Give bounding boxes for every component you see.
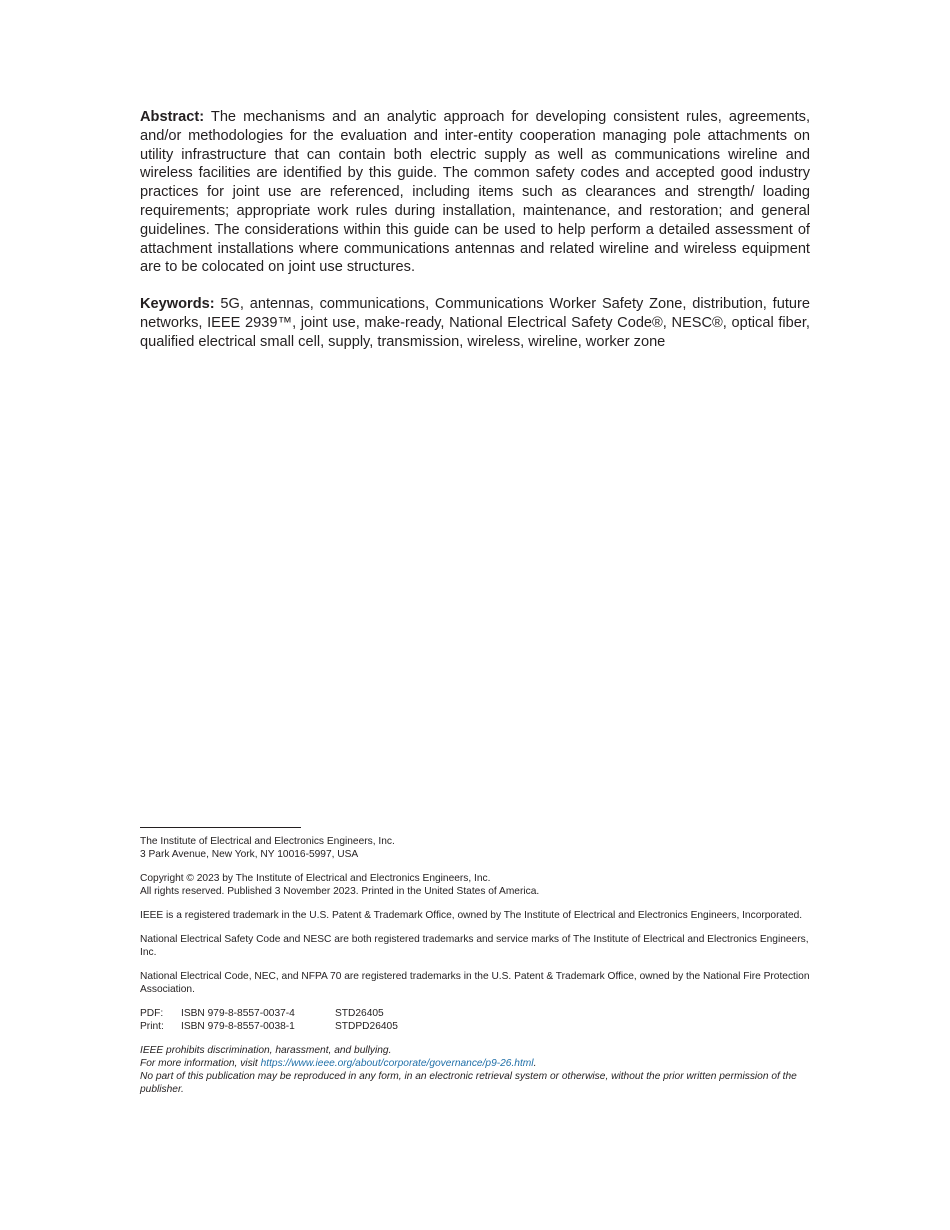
info-suffix: . (533, 1058, 537, 1069)
footnote-divider (140, 827, 301, 828)
isbn-number: ISBN 979-8-8557-0037-4 (181, 1008, 295, 1019)
trademark-nec: National Electrical Code, NEC, and NFPA 70 are registered trademarks in the U.S. Patent & Trademark Office, owned by the National Fire Protection Association. (140, 971, 810, 995)
main-text (140, 108, 810, 352)
isbn-format: PDF: (140, 1008, 164, 1019)
isbn-format: Print: (140, 1021, 164, 1032)
trademark-ieee: IEEE is a registered trademark in the U.S. Patent & Trademark Office, owned by The Institute of Electrical and Electronics Engineers, Incorporated. (140, 910, 803, 921)
isbn-std: STD26405 (335, 1008, 384, 1019)
abstract-label: Abstract: (140, 109, 205, 125)
copyright-line: Copyright © 2023 by The Institute of Electrical and Electronics Engineers, Inc. (140, 873, 491, 884)
keywords-text: 5G, antennas, communications, Communications Worker Safety Zone, distribution, future networks, IEEE 2939™, joint use, make-ready, National Electrical Safety Code®, NESC®, optical fiber, qualified electrical small cell, supply, transmission, wireless, wireline, worker zone (140, 296, 810, 350)
isbn-number: ISBN 979-8-8557-0038-1 (181, 1021, 295, 1032)
reproduction-notice: No part of this publication may be reproduced in any form, in an electronic retrieval system or otherwise, without the prior written permission of the publisher. (140, 1071, 797, 1095)
policy-line: IEEE prohibits discrimination, harassment, and bullying. (140, 1045, 392, 1056)
isbn-row-print (140, 1020, 815, 1033)
publication-notes (140, 835, 815, 1096)
governance-link[interactable]: https://www.ieee.org/about/corporate/governance/p9-26.html (260, 1058, 534, 1069)
rights-line: All rights reserved. Published 3 November 2023. Printed in the United States of America. (140, 886, 540, 897)
institute-address: 3 Park Avenue, New York, NY 10016-5997, USA (140, 849, 359, 860)
abstract-paragraph (140, 108, 810, 277)
info-line (140, 1057, 815, 1070)
isbn-row-pdf (140, 1007, 815, 1020)
institute-name: The Institute of Electrical and Electronics Engineers, Inc. (140, 836, 395, 847)
info-prefix: For more information, visit (140, 1058, 261, 1069)
keywords-label: Keywords: (140, 296, 215, 313)
isbn-std: STDPD26405 (335, 1021, 398, 1032)
trademark-nesc: National Electrical Safety Code and NESC are both registered trademarks and service marks of The Institute of Electrical and Electronics Engineers, Inc. (140, 934, 809, 958)
keywords-paragraph (140, 295, 810, 351)
abstract-text: The mechanisms and an analytic approach for developing consistent rules, agreements, and/or methodologies for the evaluation and inter-entity cooperation managing pole attachments on utility infrastructure that can contain both electric supply as well as communications wireline and wireless facilities are identified by this guide. The common safety codes and accepted good industry practices for joint use are referenced, including items such as clearances and strength/ loading requirements; appropriate work rules during installation, maintenance, and restoration; and general guidelines. The considerations within this guide can be used to help perform a detailed assessment of attachment installations where communications antennas and related wireline and wireless equipment are to be colocated on joint use structures. (140, 109, 810, 276)
